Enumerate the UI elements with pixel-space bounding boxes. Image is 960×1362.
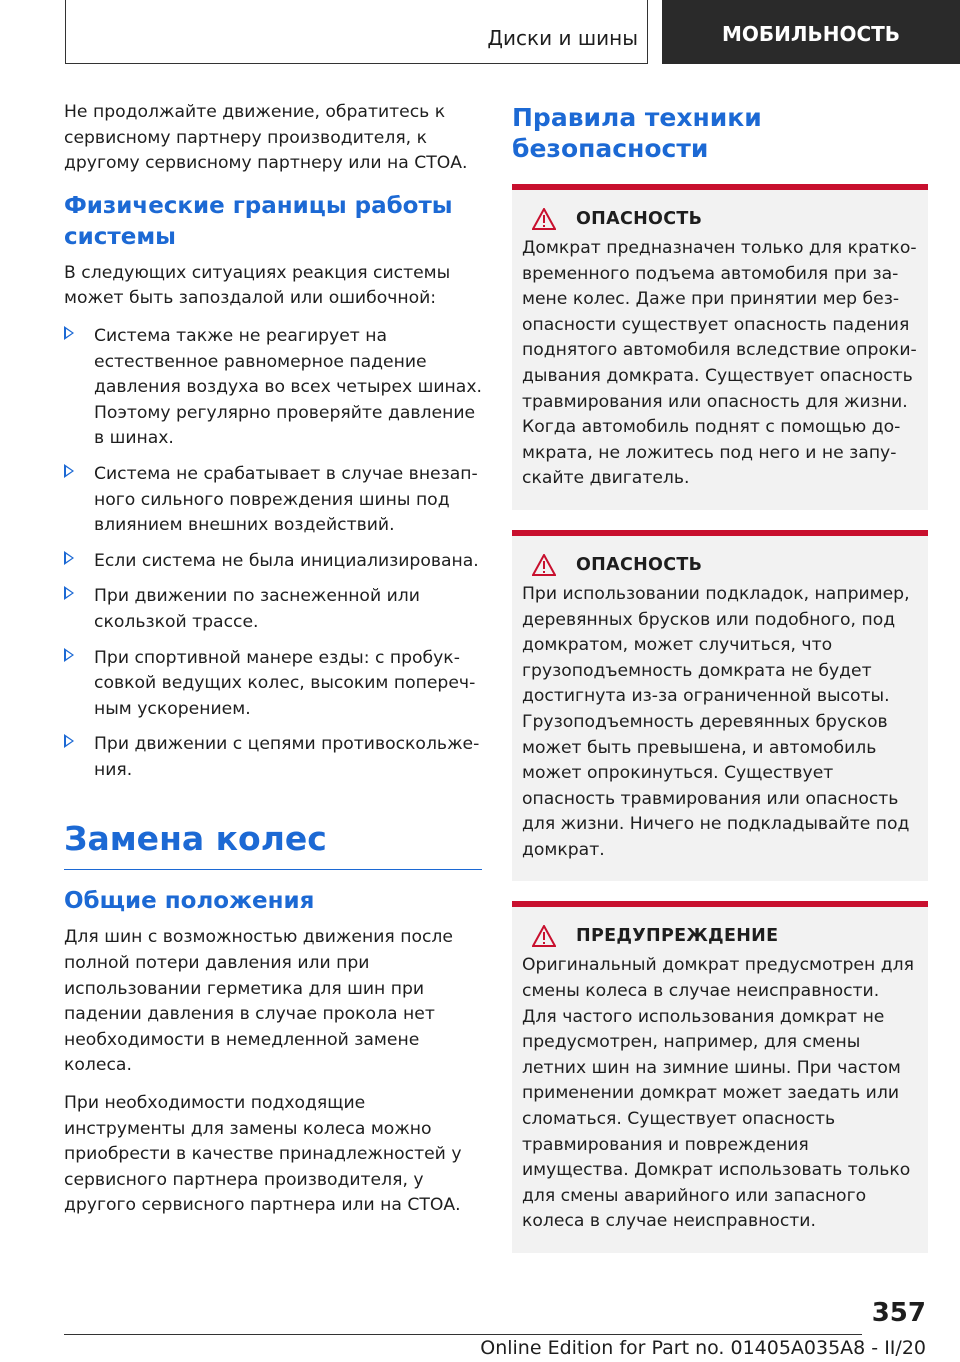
list-item: Система также не реагирует на естественное равномерное падение давления воздуха во всех четырех шинах. Поэтому регулярно проверяйте давление в шинах. — [64, 324, 482, 452]
warning-box — [512, 184, 928, 510]
main-heading-wrap — [64, 819, 482, 870]
intro-paragraph: Не продолжайте движение, обратитесь к сервисному партнеру производителя, к другому сервисному партнеру или на СТОА. — [64, 102, 468, 174]
limits-list — [64, 324, 482, 784]
left-column — [64, 100, 482, 1231]
list-item: При спортивной манере езды: с пробуксовкой ведущих колес, высоким поперечным ускорением. — [64, 646, 482, 723]
warning-text: Оригинальный домкрат предусмотрен для смены колеса в случае неисправности. Для частого использования домкрат не предусмотрен, например, для смены летних шин на зимние шины. При частом применении домкрат может заедать или сломаться. Существует опасность травмирования и повреждения имущества. Домкрат использовать только для смены аварийного или запасного колеса в случае неисправности. — [522, 955, 914, 1232]
warning-label: ОПАСНОСТЬ — [576, 209, 703, 229]
warning-triangle-icon — [532, 208, 556, 230]
bullet-triangle-icon — [64, 551, 74, 565]
edition-label: Online Edition for Part no. 01405A035A8 - II/20 — [480, 1337, 926, 1359]
general-paragraph-2: При необходимости подходящие инструменты для замены колеса можно приобрести в качестве принадлежностей у сервисного партнера производителя, у другого сервисного партнера или на СТОА. — [64, 1093, 462, 1216]
caution-box — [512, 901, 928, 1253]
general-heading: Общие положения — [64, 888, 315, 915]
bullet-triangle-icon — [64, 586, 74, 600]
main-heading: Замена колес — [64, 819, 327, 859]
header-chapter-tab: МОБИЛЬНОСТЬ — [662, 0, 960, 64]
warning-label: ОПАСНОСТЬ — [576, 554, 703, 575]
header-section-title: Диски и шины — [487, 26, 638, 50]
bullet-triangle-icon — [64, 464, 74, 478]
list-item: При движении с цепями противоскольжения. — [64, 732, 482, 783]
safety-heading: Правила техники безопасности — [512, 103, 762, 163]
general-paragraph-1: Для шин с возможностью движения после полной потери давления или при использовании герметика для шин при падении давления в случае прокола нет необходимости в немедленной замене колеса. — [64, 927, 453, 1076]
bullet-triangle-icon — [64, 734, 74, 748]
warning-triangle-icon — [532, 925, 556, 947]
warning-header — [522, 208, 918, 230]
warning-header — [522, 925, 918, 947]
list-item: Если система не была инициализирована. — [64, 549, 482, 575]
bullet-triangle-icon — [64, 648, 74, 662]
bullet-triangle-icon — [64, 326, 74, 340]
warning-triangle-icon — [532, 554, 556, 576]
warning-box — [512, 530, 928, 882]
limits-heading: Физические границы работы системы — [64, 192, 453, 250]
right-column — [512, 100, 928, 1273]
list-item: При движении по заснеженной или скользкой трассе. — [64, 584, 482, 635]
limits-paragraph: В следующих ситуациях реакция системы может быть запоздалой или ошибочной: — [64, 262, 451, 309]
warning-text: При использовании подкладок, например, деревянных брусков или подобного, под домкратом, может случиться, что грузоподъемность домкрата не будет достигнута из-за ограниченной высоты. Грузоподъемность деревянных брусков может быть превышена, и автомобиль может опрокинуться. Существует опасность травмирования или опасность для жизни. Ничего не подкладывайте под домкрат. — [522, 583, 910, 860]
footer-divider — [64, 1334, 862, 1335]
list-item: Система не срабатывает в случае внезапного сильного повреждения шины под влиянием внешних воздействий. — [64, 462, 482, 539]
warning-text: Домкрат предназначен только для кратковременного подъема автомобиля при замене колес. Даже при принятии мер безопасности существует опасность падения поднятого автомобиля вследствие опрокидывания домкрата. Существует опасность травмирования или опасность для жизни. Когда автомобиль поднят с помощью домкрата, не ложитесь под него и не запускайте двигатель. — [522, 238, 917, 489]
warning-header — [522, 554, 918, 576]
page-number: 357 — [871, 1298, 926, 1328]
warning-label: ПРЕДУПРЕЖДЕНИЕ — [576, 926, 779, 947]
